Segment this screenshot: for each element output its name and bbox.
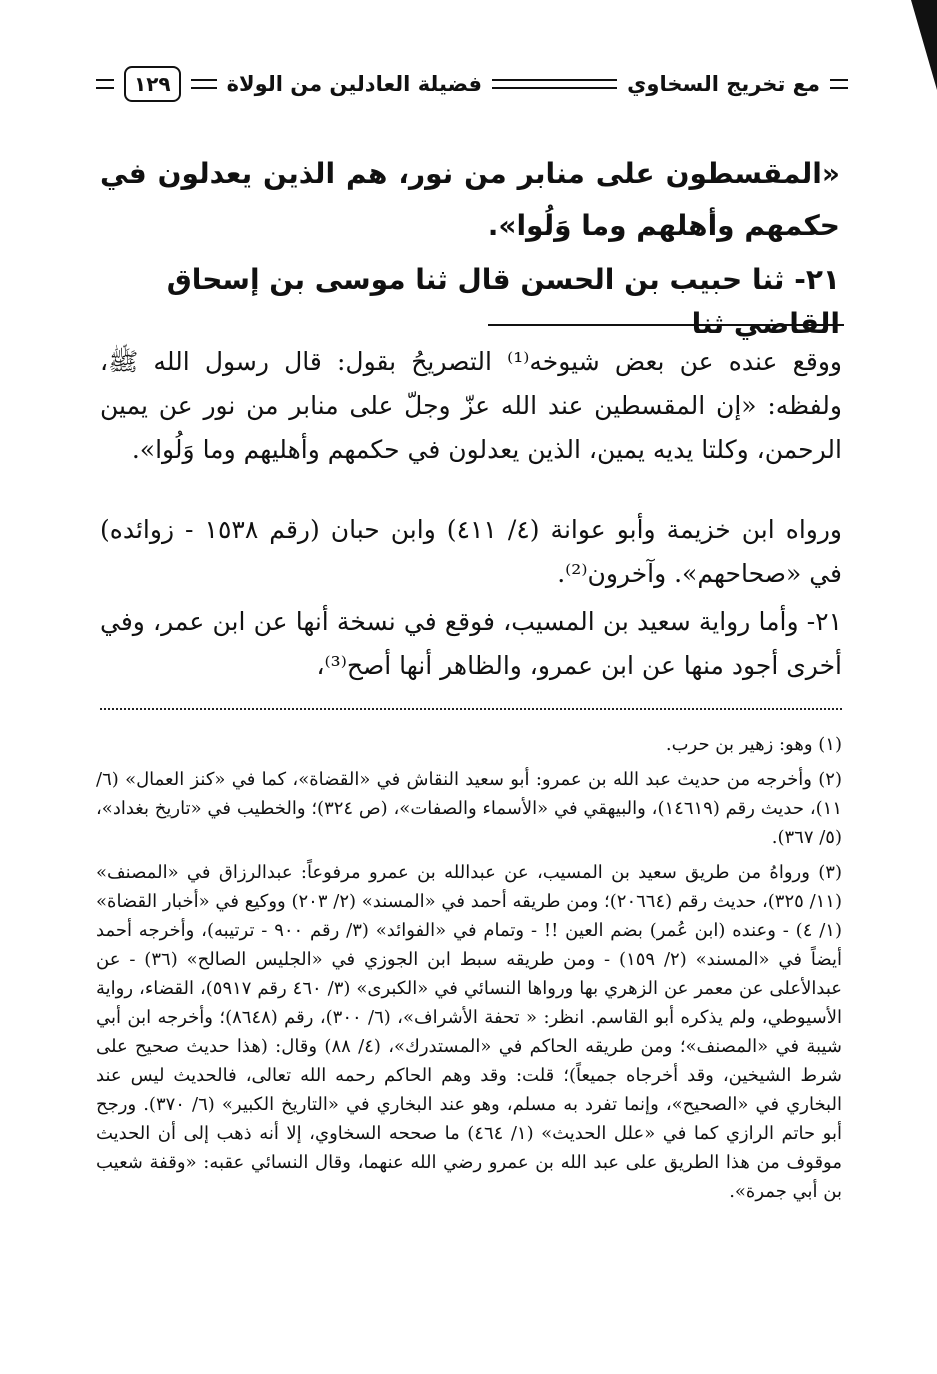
footnotes	[96, 730, 842, 1212]
header-rule	[96, 79, 114, 89]
hadith-text: «المقسطون على منابر من نور، هم الذين يعدلون في حكمهم وأهلهم وما وَلُوا».	[100, 157, 840, 242]
scan-corner-mark	[911, 0, 937, 90]
header-rule	[191, 79, 217, 89]
text-separator	[488, 324, 844, 326]
footnote-3: (٣) ورواهُ من طريق سعيد بن المسيب، عن عبدالله بن عمرو مرفوعاً: عبدالرزاق في «المصنف» (١١/ ٣٢٥)، حديث رقم (٢٠٦٦٤)؛ ومن طريقه أحمد في «المسند» (٢/ ٢٠٣) ووكيع في «أخبار القضاة» (١/ ٤) - وعنده (ابن عُمر) بضم العين !! - وتمام في «الفوائد» (٣/ رقم ٩٠٠ - ترتيبه)، وأخرجه أحمد أيضاً في «المسند» (٢/ ١٥٩) - ومن طريقه سبط ابن الجوزي في «الجليس الصالح» (٣٦) - عن عبدالأعلى عن معمر عن الزهري بها ورواها النسائي في «الكبرى» (٣/ ٤٦٠ رقم ٥٩١٧)، القضاء، رواية الأسيوطي، ولم يذكره أبو القاسم. انظر: « تحفة الأشراف»، (٦/ ٣٠٠)، رقم (٨٦٤٨)؛ وأخرجه ابن أبي شيبة في «المصنف»؛ ومن طريقه الحاكم في «المستدرك»، (٤/ ٨٨) وقال: (هذا حديث صحيح على شرط الشيخين، وقد أخرجاه جميعاً)؛ قلت: وقد وهم الحاكم رحمه الله تعالى، فالحديث ليس عند البخاري في «الصحيح»، وإنما تفرد به مسلم، وهو عند البخاري في «التاريخ الكبير» (٦/ ٣٧٠). ورجح أبو حاتم الرازي كما في «علل الحديث» (١/ ٤٦٤) ما صححه السخاوي، إلا أنه ذهب إلى أن الحديث موقوف من هذا الطريق على عبد الله بن عمرو رضي الله عنهما، وقال النسائي عقبه: «وقفة شعيب بن أبي جمرة».	[96, 862, 843, 1202]
footnote-1: (١) وهو: زهير بن حرب.	[665, 734, 842, 755]
commentary-paragraph: ٢١- وأما رواية سعيد بن المسيب، فوقع في نسخة أنها عن ابن عمر، وفي أخرى أجود منها عن ابن عمرو، والظاهر أنها أصح⁽³⁾،	[100, 607, 842, 680]
commentary-paragraph: ووقع عنده عن بعض شيوخه⁽¹⁾ التصريحُ بقول: قال رسول الله ﷺ، ولفظه: «إن المقسطين عند الله عزّ وجلّ على منابر من نور عن يمين الرحمن، وكلتا يديه يمين، الذين يعدلون في حكمهم وأهليهم وما وَلُوا».	[100, 347, 842, 464]
header-rule	[830, 79, 848, 89]
book-title: فضيلة العادلين من الولاة	[226, 72, 483, 96]
header-rule	[492, 79, 617, 89]
page-number: ١٢٩	[124, 66, 181, 102]
running-header	[96, 62, 848, 106]
footnote-separator	[100, 708, 842, 710]
header-prefix: مع تخريج السخاوي	[627, 72, 820, 96]
footnote-2: (٢) وأخرجه من حديث عبد الله بن عمرو: أبو سعيد النقاش في «القضاة»، كما في «كنز العمال» (٦/ ١١)، حديث رقم (١٤٦١٩)، والبيهقي في «الأسماء والصفات»، (ص ٣٢٤)؛ والخطيب في «تاريخ بغداد»، (٥/ ٣٦٧).	[96, 769, 842, 848]
isnad-line: ٢١- ثنا حبيب بن الحسن قال ثنا موسى بن إسحاق القاضي ثنا	[166, 263, 840, 340]
commentary-paragraph: ورواه ابن خزيمة وأبو عوانة (٤/ ٤١١) وابن حبان (رقم ١٥٣٨ - زوائده) في «صحاحهم». وآخرون⁽²⁾.	[100, 515, 842, 588]
